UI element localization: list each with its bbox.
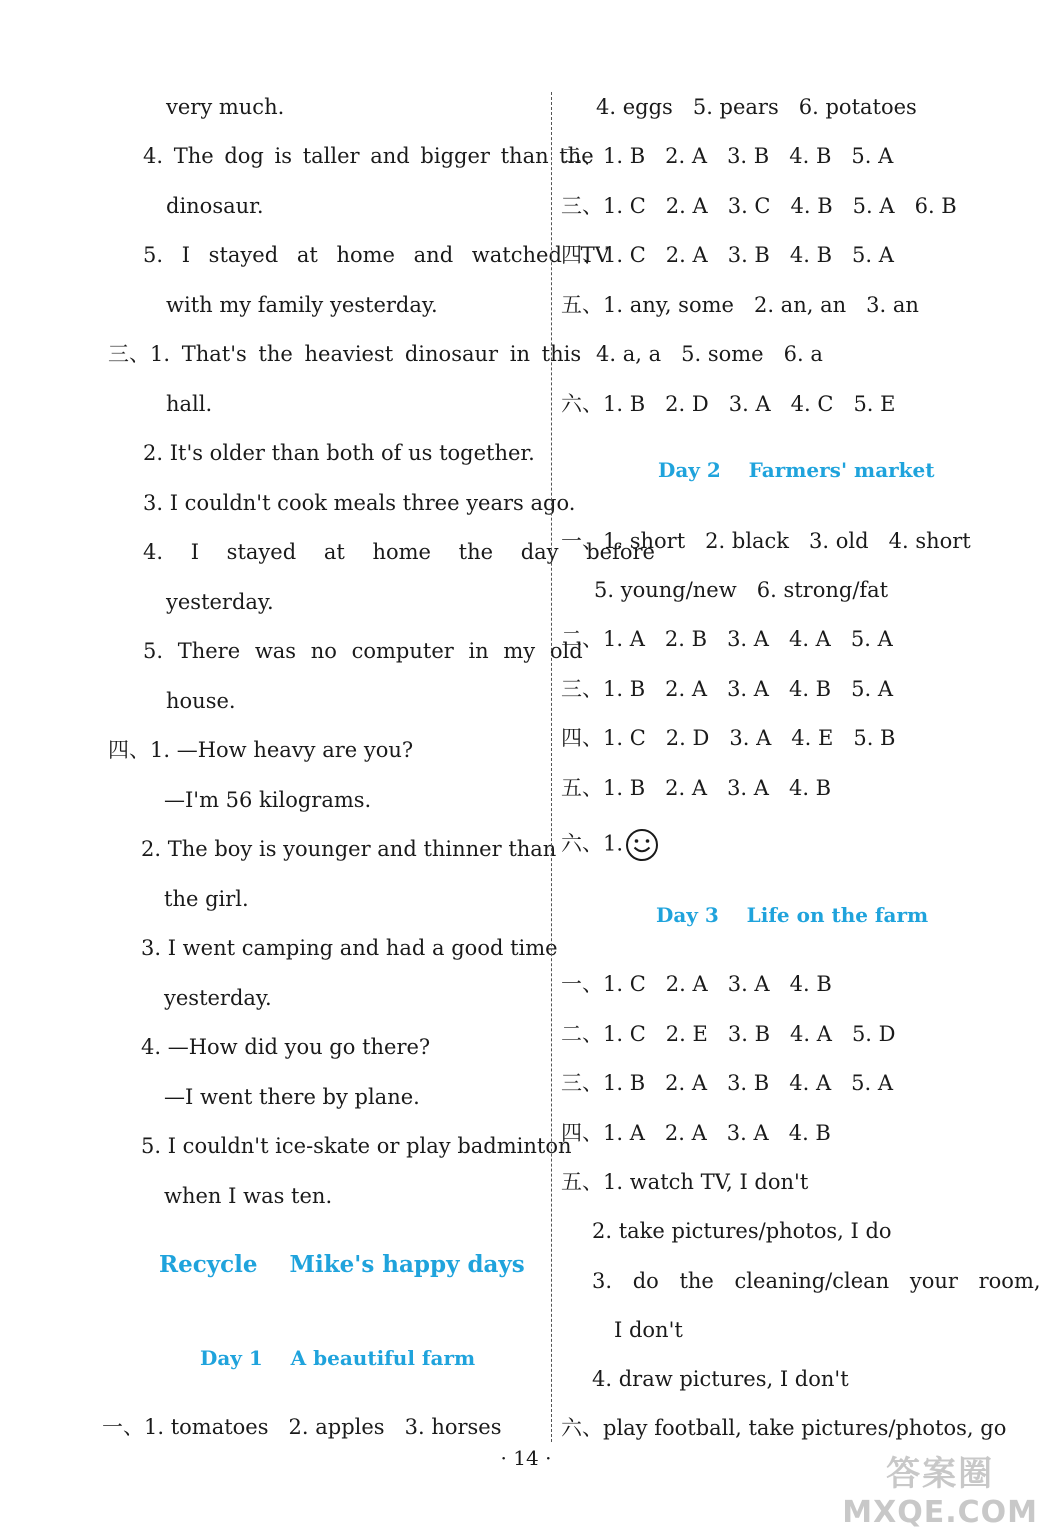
watermark-logo <box>842 1446 1038 1530</box>
watermark-url: MXQE.COM <box>842 1495 1038 1530</box>
answer-line: 5. There was no computer in my old <box>143 639 583 663</box>
section-title-recycle: Recycle Mike's happy days <box>159 1251 525 1278</box>
watermark-text: 答案圈 <box>886 1454 995 1494</box>
column-divider <box>551 92 552 1442</box>
answer-line: 六、play football, take pictures/photos, go <box>561 1416 1007 1440</box>
answer-line: 四、1. C 2. A 3. B 4. B 5. A <box>561 243 894 267</box>
answer-line: 5. I stayed at home and watched TV <box>143 243 610 267</box>
answer-line: yesterday. <box>164 986 272 1010</box>
answer-line: 4. eggs 5. pears 6. potatoes <box>596 95 917 119</box>
page-number: · 14 · <box>500 1446 552 1470</box>
answer-line-with-smiley <box>561 828 659 862</box>
answer-line: 一、1. tomatoes 2. apples 3. horses <box>102 1415 502 1439</box>
answer-line: 四、1. C 2. D 3. A 4. E 5. B <box>561 726 896 750</box>
answer-line: 三、1. B 2. A 3. A 4. B 5. A <box>561 677 894 701</box>
answer-line: dinosaur. <box>166 194 264 218</box>
answer-line: 一、1. short 2. black 3. old 4. short <box>561 529 971 553</box>
answer-line: 二、1. B 2. A 3. B 4. B 5. A <box>561 144 894 168</box>
smiley-face-icon <box>625 828 659 862</box>
answer-line: 五、1. watch TV, I don't <box>561 1170 809 1194</box>
answer-line: 3. I couldn't cook meals three years ago. <box>143 491 576 515</box>
section-title-day1: Day 1 A beautiful farm <box>200 1346 476 1370</box>
answer-line: when I was ten. <box>164 1184 333 1208</box>
answer-line: 4. The dog is taller and bigger than the <box>143 144 594 168</box>
answer-line: 六、1. B 2. D 3. A 4. C 5. E <box>561 392 896 416</box>
answer-line: very much. <box>166 95 285 119</box>
answer-line: house. <box>166 689 236 713</box>
answer-line: 2. take pictures/photos, I do <box>592 1219 892 1243</box>
answer-line: —I went there by plane. <box>164 1085 420 1109</box>
answer-line: 三、1. B 2. A 3. B 4. A 5. A <box>561 1071 894 1095</box>
answer-line: 4. I stayed at home the day before <box>143 540 655 564</box>
answer-line: 5. young/new 6. strong/fat <box>594 578 889 602</box>
answer-line: 5. I couldn't ice-skate or play badminton <box>141 1134 572 1158</box>
answer-line: the girl. <box>164 887 249 911</box>
answer-line: hall. <box>166 392 213 416</box>
answer-label: 六、1. <box>561 831 624 856</box>
answer-line: 3. I went camping and had a good time <box>141 936 558 960</box>
answer-line: 二、1. A 2. B 3. A 4. A 5. A <box>561 627 893 651</box>
answer-line: 五、1. any, some 2. an, an 3. an <box>561 293 919 317</box>
answer-line: 一、1. C 2. A 3. A 4. B <box>561 972 832 996</box>
answer-line: 四、1. —How heavy are you? <box>108 738 414 762</box>
answer-line: 4. —How did you go there? <box>141 1035 431 1059</box>
answer-line: 四、1. A 2. A 3. A 4. B <box>561 1121 831 1145</box>
section-title-day3: Day 3 Life on the farm <box>656 903 929 927</box>
answer-line: I don't <box>614 1318 683 1342</box>
answer-line: with my family yesterday. <box>166 293 438 317</box>
answer-line: 3. do the cleaning/clean your room, <box>592 1269 1041 1293</box>
answer-line: 三、1. That's the heaviest dinosaur in this <box>108 342 582 366</box>
answer-line: —I'm 56 kilograms. <box>164 788 372 812</box>
answer-line: 2. The boy is younger and thinner than <box>141 837 557 861</box>
answer-line: 4. draw pictures, I don't <box>592 1367 849 1391</box>
answer-line: 三、1. C 2. A 3. C 4. B 5. A 6. B <box>561 194 957 218</box>
section-title-day2: Day 2 Farmers' market <box>658 458 935 482</box>
answer-line: 五、1. B 2. A 3. A 4. B <box>561 776 832 800</box>
answer-line: 二、1. C 2. E 3. B 4. A 5. D <box>561 1022 896 1046</box>
answer-line: 4. a, a 5. some 6. a <box>596 342 823 366</box>
answer-line: yesterday. <box>166 590 274 614</box>
answer-line: 2. It's older than both of us together. <box>143 441 535 465</box>
